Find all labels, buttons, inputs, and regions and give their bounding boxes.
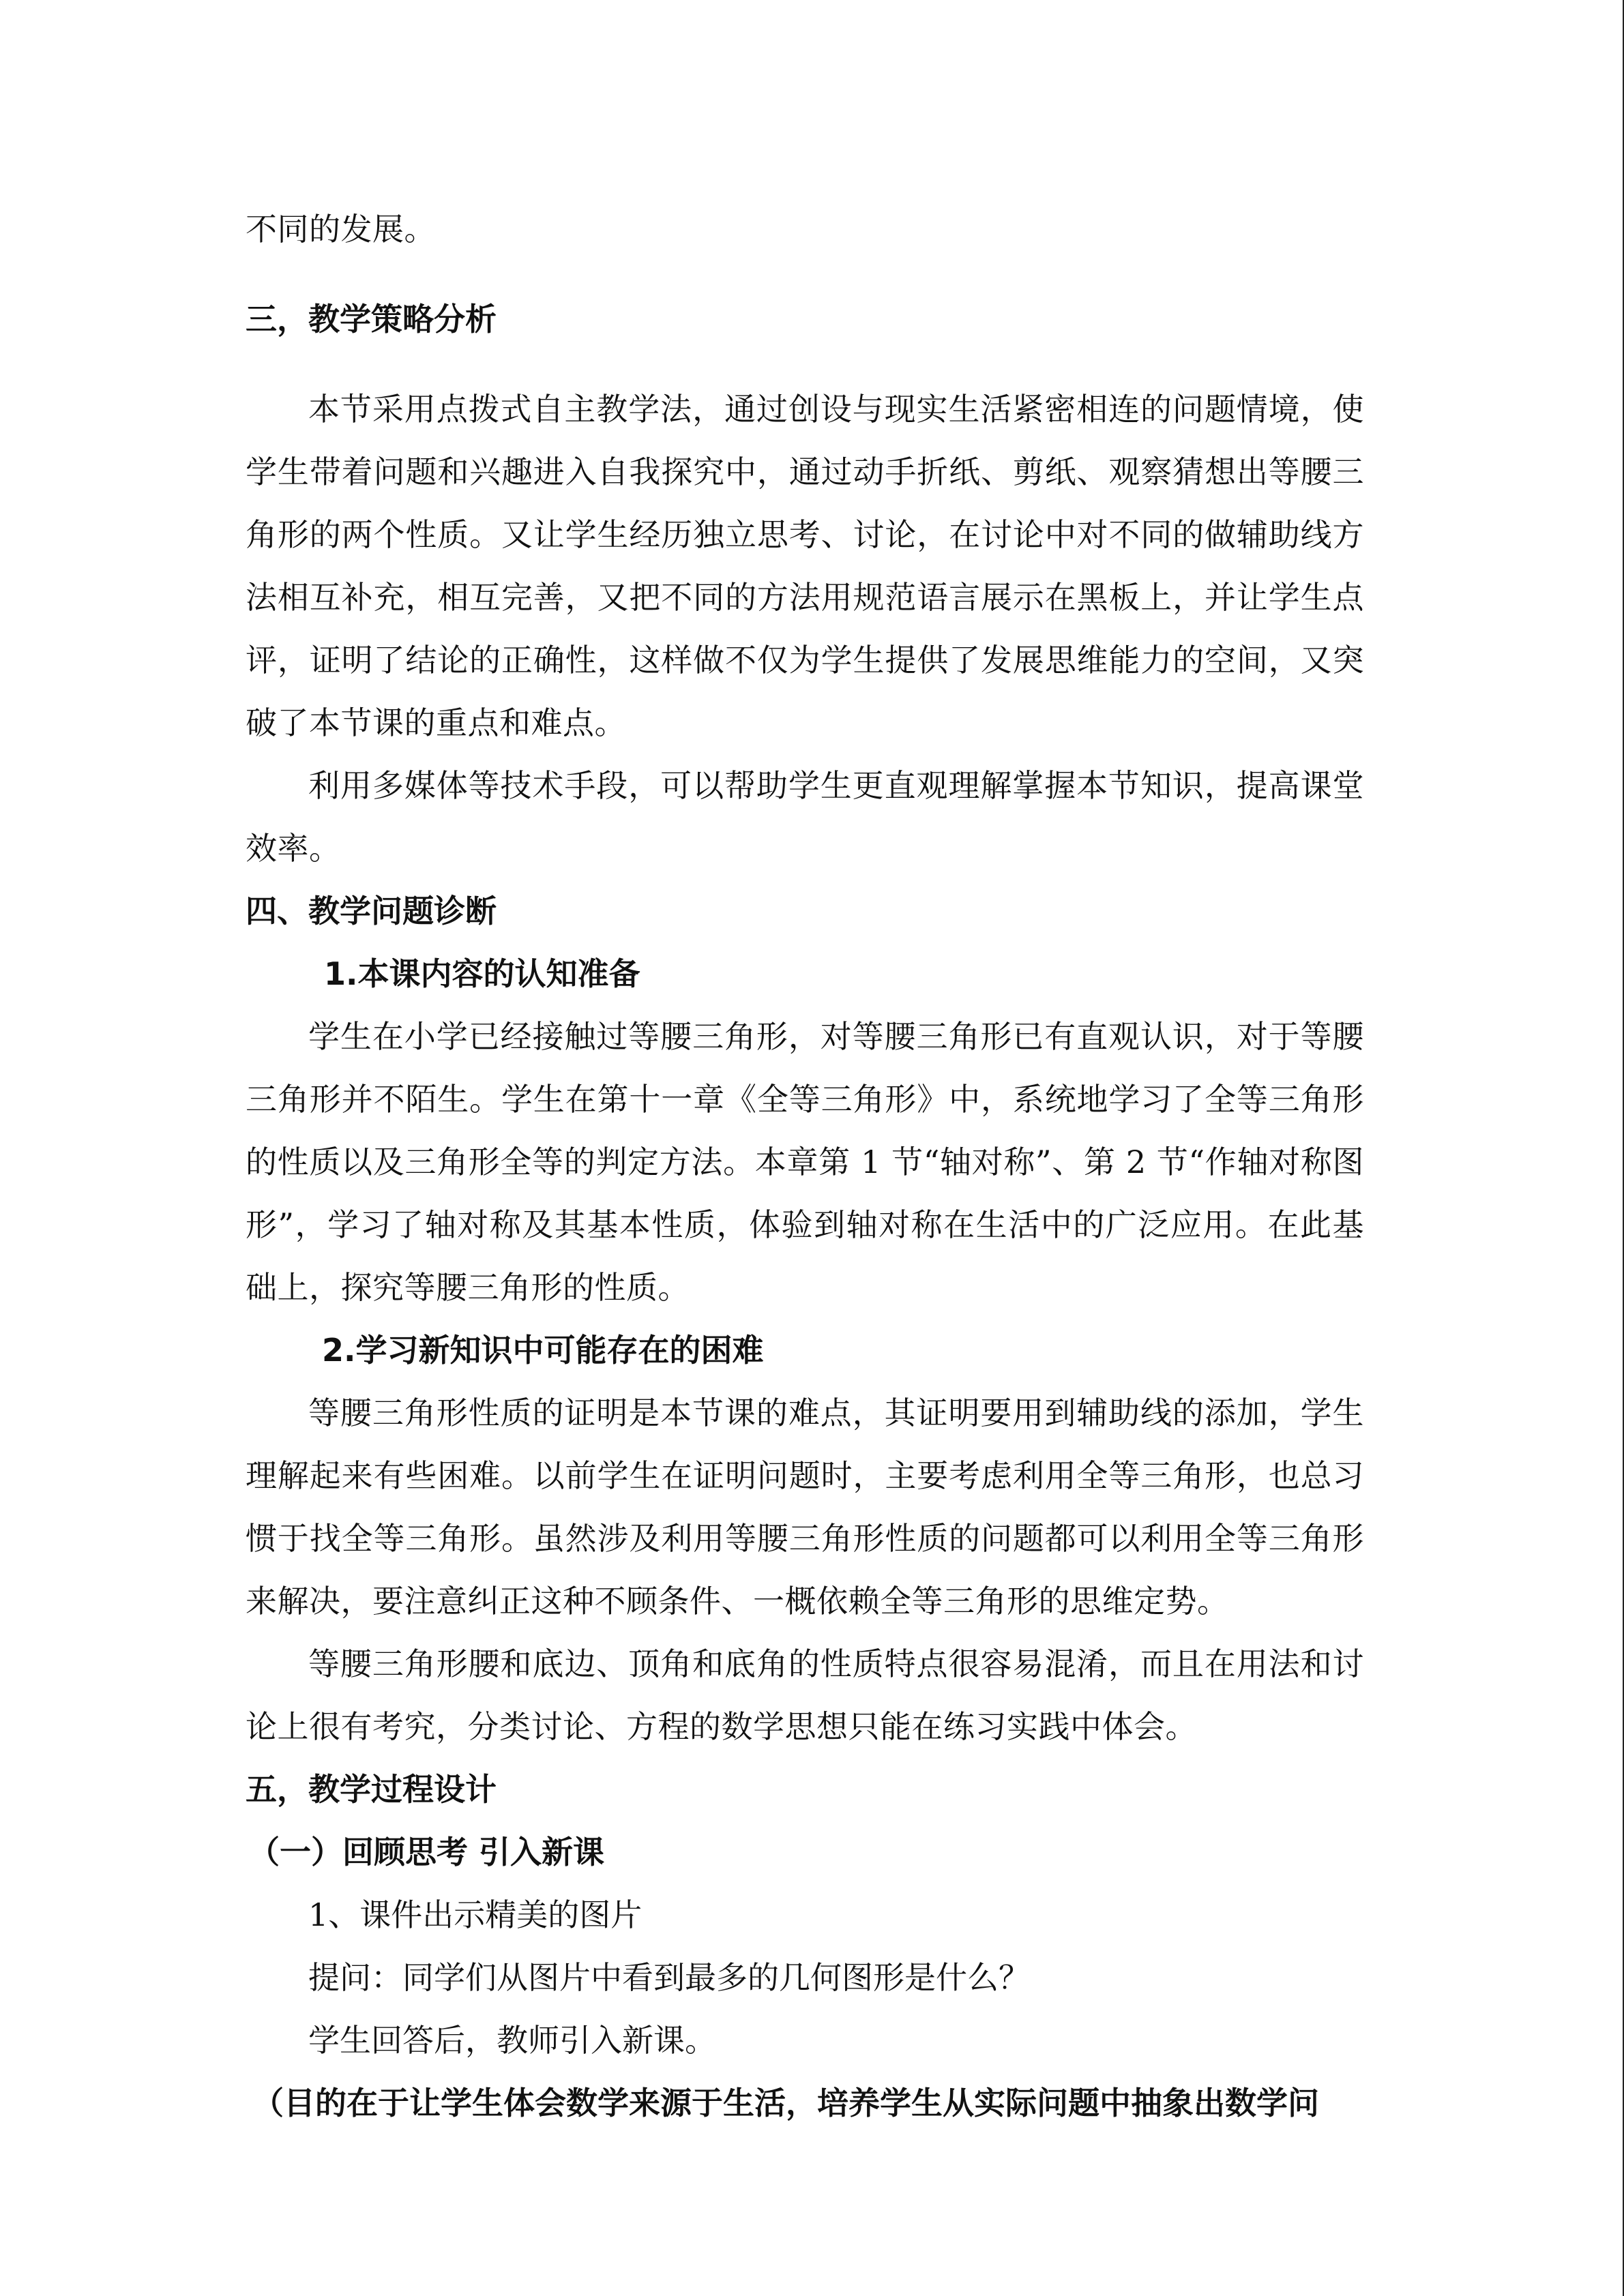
section-4-subheading-2: 2.学习新知识中可能存在的困难	[322, 1332, 764, 1369]
section-4-paragraph-2: 等腰三角形性质的证明是本节课的难点，其证明要用到辅助线的添加，学生理解起来有些困难。以前学生在证明问题时，主要考虑利用全等三角形，也总习惯于找全等三角形。虽然涉及利用等腰三角形性质的问题都可以利用全等三角形来解决，要注意纠正这种不顾条件、一概依赖全等三角形的思维定势。	[246, 1395, 1364, 1620]
section-5-heading: 五，教学过程设计	[246, 1771, 497, 1808]
continuation-text: 不同的发展。	[246, 211, 436, 248]
section-3-heading: 三，教学策略分析	[246, 301, 497, 338]
section-4-paragraph-3: 等腰三角形腰和底边、顶角和底角的性质特点很容易混淆，而且在用法和讨论上很有考究，分类讨论、方程的数学思想只能在练习实践中体会。	[246, 1645, 1364, 1745]
section-5-purpose-note: （目的在于让学生体会数学来源于生活，培养学生从实际问题中抽象出数学问	[252, 2085, 1319, 2121]
section-5-item-3: 学生回答后，教师引入新课。	[308, 2022, 716, 2059]
section-3-paragraph-2: 利用多媒体等技术手段，可以帮助学生更直观理解掌握本节知识，提高课堂效率。	[246, 767, 1364, 867]
section-5-item-2: 提问：同学们从图片中看到最多的几何图形是什么？	[308, 1959, 1030, 1996]
section-4-paragraph-1: 学生在小学已经接触过等腰三角形，对等腰三角形已有直观认识，对于等腰三角形并不陌生。学生在第十一章《全等三角形》中，系统地学习了全等三角形的性质以及三角形全等的判定方法。本章第 1 节“轴对称”、第 2 节“作轴对称图形”，学习了轴对称及其基本性质，体验到轴对称在生活中的广泛应用。在此基础上，探究等腰三角形的性质。	[246, 1018, 1364, 1306]
document-body	[246, 198, 1364, 2134]
section-5-item-1: 1、课件出示精美的图片	[308, 1896, 643, 1933]
section-3-paragraph-1: 本节采用点拨式自主教学法，通过创设与现实生活紧密相连的问题情境，使学生带着问题和兴趣进入自我探究中，通过动手折纸、剪纸、观察猜想出等腰三角形的两个性质。又让学生经历独立思考、讨论，在讨论中对不同的做辅助线方法相互补充，相互完善，又把不同的方法用规范语言展示在黑板上，并让学生点评，证明了结论的正确性，这样做不仅为学生提供了发展思维能力的空间，又突破了本节课的重点和难点。	[246, 391, 1364, 741]
section-4-heading: 四、教学问题诊断	[246, 893, 497, 929]
section-4-subheading-1: 1.本课内容的认知准备	[324, 955, 640, 992]
section-5-part-1-heading: （一）回顾思考 引入新课	[248, 1834, 605, 1870]
